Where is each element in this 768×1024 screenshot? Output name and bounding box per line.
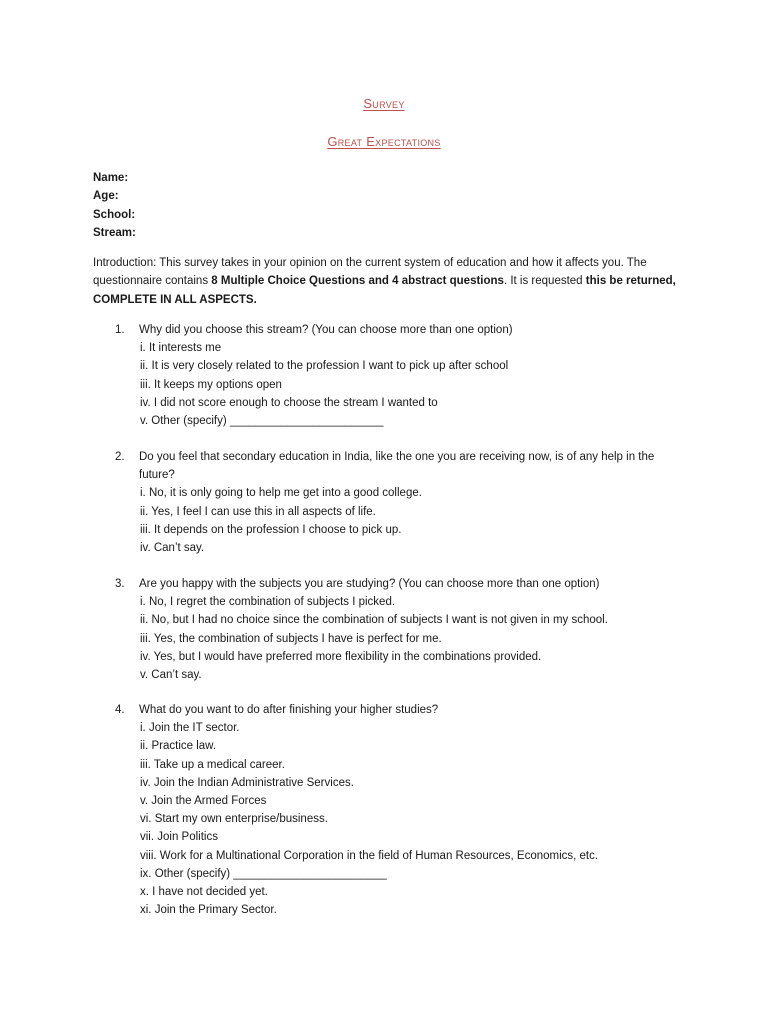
field-school-label: School: (93, 208, 136, 221)
intro-text-2: . It is requested (503, 275, 586, 288)
question-4 (93, 701, 693, 919)
answer-option: iv. I did not score enough to choose the stream I wanted to (140, 396, 438, 409)
answer-option: viii. Work for a Multinational Corporation in the field of Human Resources, Economics, etc. (140, 849, 599, 862)
answer-option: iii. Take up a medical career. (140, 758, 285, 771)
answer-option: iii. It depends on the profession I choose to pick up. (140, 523, 402, 536)
answer-option: iv. Join the Indian Administrative Services. (140, 776, 354, 789)
answer-option: ii. No, but I had no choice since the combination of subjects I want is not given in my school. (140, 614, 608, 627)
answer-option: v. Can’t say. (140, 668, 202, 681)
answer-option: i. No, I regret the combination of subjects I picked. (140, 596, 396, 609)
answer-option: x. I have not decided yet. (140, 885, 268, 898)
question-text: What do you want to do after finishing your higher studies? (139, 704, 439, 716)
answer-option: i. Join the IT sector. (140, 722, 240, 735)
question-number: 2. (115, 451, 125, 463)
question-number: 1. (115, 324, 125, 336)
question-number: 3. (115, 578, 125, 590)
question-text: Are you happy with the subjects you are studying? (You can choose more than one option) (139, 578, 600, 590)
answer-option: i. No, it is only going to help me get into a good college. (140, 487, 422, 500)
answer-option: xi. Join the Primary Sector. (140, 904, 277, 917)
answer-option: vi. Start my own enterprise/business. (140, 813, 328, 826)
answer-option: iii. Yes, the combination of subjects I have is perfect for me. (140, 632, 442, 645)
page-subtitle: Great Expectations (327, 134, 441, 149)
intro-text-1: Introduction: This survey takes in your opinion on the current system of education and how it affects you. The questionnaire contains (93, 257, 647, 288)
answer-option: i. It interests me (140, 342, 222, 355)
answer-option: ii. It is very closely related to the profession I want to pick up after school (140, 360, 509, 373)
answer-option: ii. Practice law. (140, 740, 217, 753)
answer-option: v. Join the Armed Forces (140, 794, 267, 807)
introduction-paragraph (93, 254, 683, 309)
answer-option: iii. It keeps my options open (140, 378, 282, 391)
answer-option: v. Other (specify) ________________________ (140, 414, 384, 427)
page-title: Survey (363, 96, 405, 111)
answer-option: iv. Yes, but I would have preferred more flexibility in the combinations provided. (140, 650, 542, 663)
question-number: 4. (115, 704, 125, 716)
intro-bold-1: 8 Multiple Choice Questions and 4 abstract questions (211, 275, 504, 288)
field-age-label: Age: (93, 190, 119, 203)
question-text: Why did you choose this stream? (You can choose more than one option) (139, 324, 513, 336)
question-3 (93, 575, 693, 684)
intro-bold-2: this be returned, COMPLETE IN ALL ASPECTS. (93, 275, 676, 306)
respondent-fields (93, 169, 136, 242)
question-2 (93, 448, 693, 557)
answer-option: iv. Can’t say. (140, 541, 205, 554)
field-name-label: Name: (93, 172, 129, 184)
answer-option: ii. Yes, I feel I can use this in all aspects of life. (140, 505, 376, 518)
question-text: Do you feel that secondary education in India, like the one you are receiving now, is of any help in the future? (139, 451, 655, 482)
answer-option: vii. Join Politics (140, 831, 218, 844)
question-1 (93, 321, 693, 430)
answer-option: ix. Other (specify) ________________________ (140, 867, 387, 880)
field-stream-label: Stream: (93, 226, 136, 239)
